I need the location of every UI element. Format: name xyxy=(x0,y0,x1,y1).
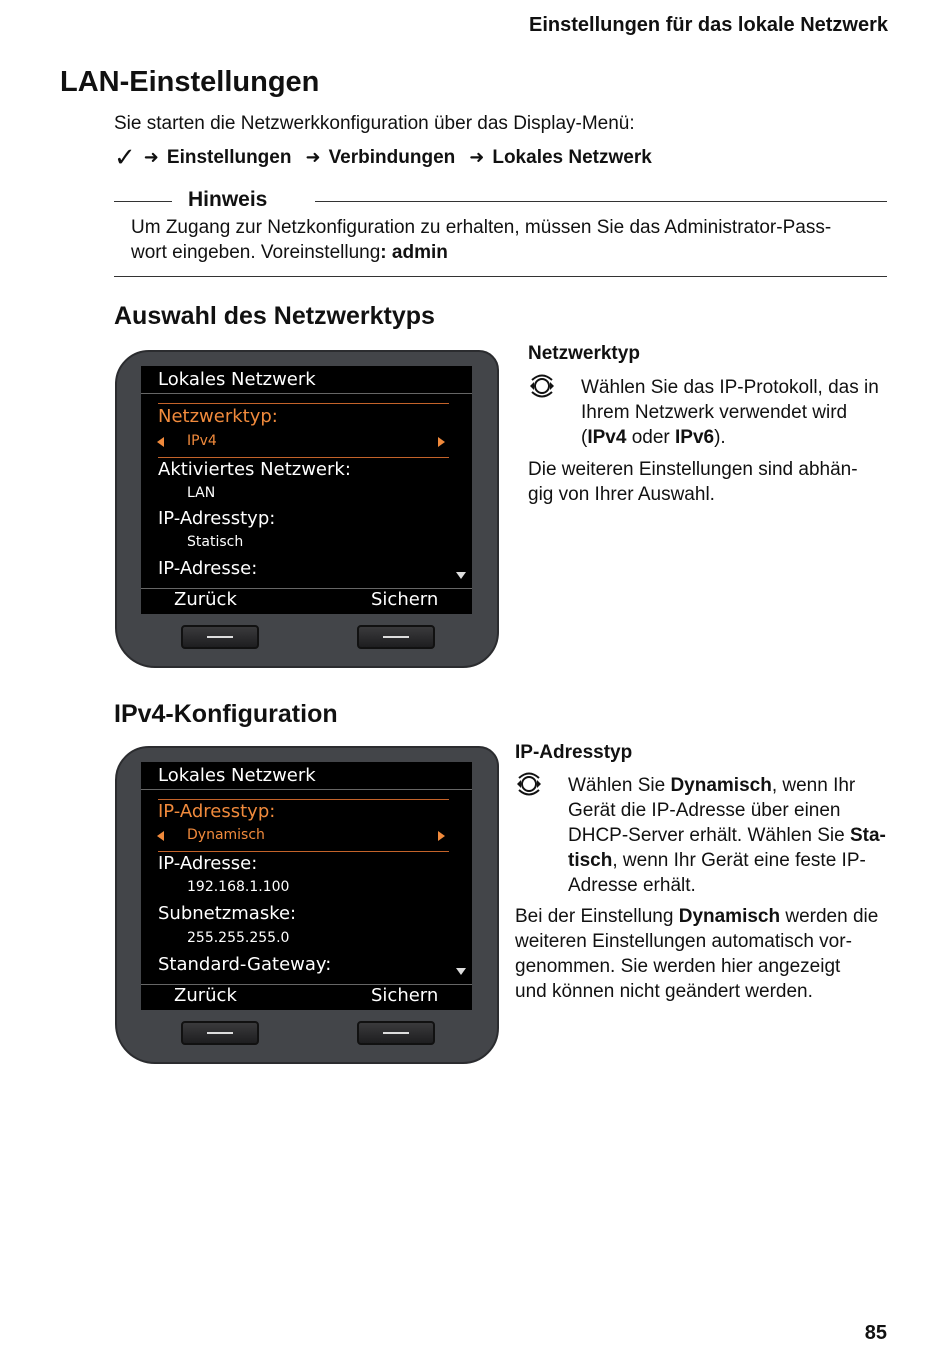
hint-text xyxy=(131,215,871,265)
hint-line-1: Um Zugang zur Netzkonfiguration zu erhalten, müssen Sie das Administrator-Pass- xyxy=(131,217,832,238)
section-heading-network-type: Auswahl des Netzwerktyps xyxy=(114,302,435,330)
option-static-part1: Sta- xyxy=(849,825,886,846)
display-screen xyxy=(141,366,472,614)
screen-row-label[interactable]: IP-Adresstyp: xyxy=(158,801,276,822)
section-heading-ipv4: IPv4-Konfiguration xyxy=(114,700,338,728)
screen-title: Lokales Netzwerk xyxy=(158,369,316,390)
side-line: Wählen Sie das IP-Protokoll, das in xyxy=(581,377,879,398)
arrow-right-icon: ➜ xyxy=(469,147,485,167)
screen-title: Lokales Netzwerk xyxy=(158,765,316,786)
text-fragment: oder xyxy=(626,427,676,448)
screen-row-value: LAN xyxy=(187,485,216,501)
side-line xyxy=(515,904,878,929)
selection-rule-top xyxy=(158,403,449,404)
screen-row-label[interactable]: IP-Adresse: xyxy=(158,853,258,874)
hint-rule-left xyxy=(114,201,172,202)
text-fragment: Wählen Sie xyxy=(568,775,671,796)
option-ipv4: IPv4 xyxy=(587,427,627,448)
hint-title: Hinweis xyxy=(188,188,268,211)
screen-row-label[interactable]: Aktiviertes Netzwerk: xyxy=(158,459,351,480)
side-line xyxy=(568,823,886,848)
screen-row-label[interactable]: Netzwerktyp: xyxy=(158,406,278,427)
navigation-key-icon xyxy=(514,769,544,799)
side-line: genommen. Sie werden hier angezeigt xyxy=(515,956,841,977)
screen-row-value: 255.255.255.0 xyxy=(187,930,290,946)
hint-line-2-text: wort eingeben. Voreinstellung xyxy=(131,242,381,263)
side-line: gig von Ihrer Auswahl. xyxy=(528,484,715,505)
screen-row-label[interactable]: Standard-Gateway: xyxy=(158,954,332,975)
right-softkey-button[interactable] xyxy=(357,625,435,649)
option-static-part2: tisch xyxy=(568,850,613,871)
side-line xyxy=(568,773,886,798)
screen-row-label[interactable]: IP-Adresstyp: xyxy=(158,508,276,529)
side-line xyxy=(581,425,879,450)
side-text-network-type xyxy=(581,375,879,450)
option-dynamic: Dynamisch xyxy=(678,906,781,927)
navigation-key-icon xyxy=(527,371,557,401)
screen-row-label[interactable]: IP-Adresse: xyxy=(158,558,258,579)
text-fragment: ( xyxy=(581,427,588,448)
text-fragment: ). xyxy=(714,427,726,448)
softkey-label-save: Sichern xyxy=(371,985,439,1006)
menu-path xyxy=(114,142,652,173)
screen-row-value: IPv4 xyxy=(187,433,217,449)
side-title-network-type: Netzwerktyp xyxy=(528,343,640,364)
side-line: Gerät die IP-Adresse über einen xyxy=(568,800,841,821)
screen-row-value: Dynamisch xyxy=(187,827,265,843)
hint-line-2 xyxy=(131,240,871,265)
checkmark-icon: ✓ xyxy=(114,142,136,172)
option-ipv6: IPv6 xyxy=(675,427,715,448)
screen-title-rule xyxy=(141,789,472,790)
text-fragment: werden die xyxy=(780,906,879,927)
left-softkey-button[interactable] xyxy=(181,625,259,649)
side-line: Ihrem Netzwerk verwendet wird xyxy=(581,402,848,423)
running-head: Einstellungen für das lokale Netzwerk xyxy=(529,14,888,36)
page-title: LAN-Einstellungen xyxy=(60,66,320,98)
menu-step-local-network: Lokales Netzwerk xyxy=(492,146,652,168)
option-dynamic: Dynamisch xyxy=(670,775,772,796)
hint-bottom-rule xyxy=(114,276,887,277)
side-paragraph-ip-address-type xyxy=(515,904,878,1004)
selection-rule-bottom xyxy=(158,457,449,458)
softkey-label-back: Zurück xyxy=(174,985,237,1006)
arrow-left-icon[interactable] xyxy=(157,831,164,841)
menu-step-settings: Einstellungen xyxy=(166,146,292,168)
hint-rule-right xyxy=(315,201,887,202)
arrow-right-icon[interactable] xyxy=(438,831,445,841)
side-text-ip-address-type xyxy=(568,773,886,898)
screen-row-label[interactable]: Subnetzmaske: xyxy=(158,903,297,924)
screen-row-value: 192.168.1.100 xyxy=(187,879,290,895)
text-fragment: , wenn Ihr xyxy=(771,775,856,796)
side-line: Adresse erhält. xyxy=(568,875,696,896)
softkey-label-save: Sichern xyxy=(371,589,439,610)
text-fragment: DHCP-Server erhält. Wählen Sie xyxy=(568,825,850,846)
page-number: 85 xyxy=(864,1322,887,1344)
selection-rule-bottom xyxy=(158,851,449,852)
softkey-label-back: Zurück xyxy=(174,589,237,610)
side-line: und können nicht geändert werden. xyxy=(515,981,813,1002)
intro-text: Sie starten die Netzwerkkonfiguration über das Display-Menü: xyxy=(114,113,635,134)
scroll-down-icon xyxy=(456,572,466,579)
scroll-down-icon xyxy=(456,968,466,975)
display-screen xyxy=(141,762,472,1010)
screen-title-rule xyxy=(141,393,472,394)
arrow-right-icon: ➜ xyxy=(143,147,159,167)
side-line xyxy=(568,848,886,873)
arrow-right-icon[interactable] xyxy=(438,437,445,447)
menu-step-connections: Verbindungen xyxy=(328,146,456,168)
side-paragraph-network-type xyxy=(528,457,858,507)
phone-display-2 xyxy=(115,746,499,1064)
text-fragment: , wenn Ihr Gerät eine feste IP- xyxy=(612,850,866,871)
side-line: Die weiteren Einstellungen sind abhän- xyxy=(528,459,858,480)
arrow-right-icon: ➜ xyxy=(305,147,321,167)
arrow-left-icon[interactable] xyxy=(157,437,164,447)
side-title-ip-address-type: IP-Adresstyp xyxy=(515,742,633,763)
screen-row-value: Statisch xyxy=(187,534,244,550)
selection-rule-top xyxy=(158,799,449,800)
phone-display-1 xyxy=(115,350,499,668)
hint-default-password: : admin xyxy=(380,242,448,263)
left-softkey-button[interactable] xyxy=(181,1021,259,1045)
right-softkey-button[interactable] xyxy=(357,1021,435,1045)
text-fragment: Bei der Einstellung xyxy=(515,906,679,927)
side-line: weiteren Einstellungen automatisch vor- xyxy=(515,931,852,952)
